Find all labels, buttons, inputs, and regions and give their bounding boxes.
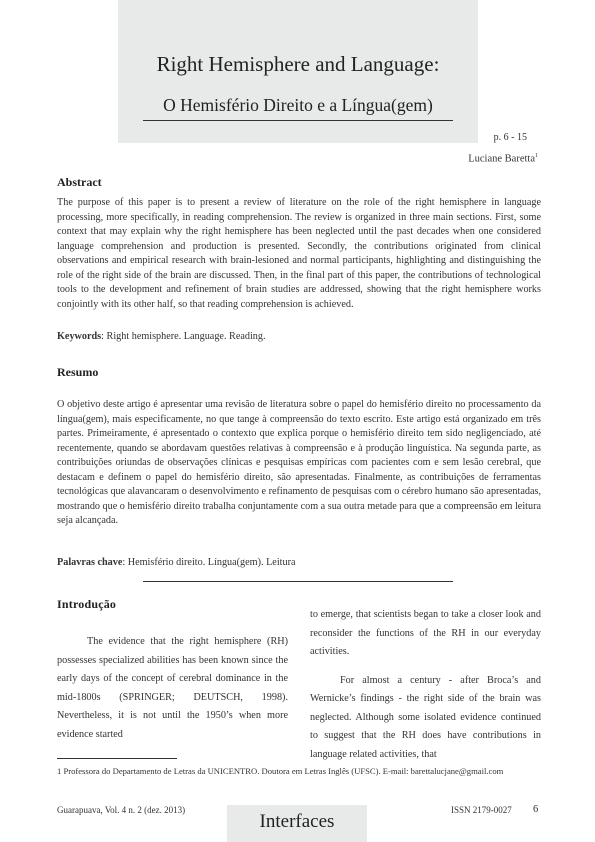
palavras-chave-list: : Hemisfério direito. Língua(gem). Leitura — [122, 557, 296, 568]
abstract-keywords — [57, 331, 266, 342]
intro-paragraph-1: The evidence that the right hemisphere (RH) possesses specialized abilities has been known since the early days of the concept of cerebral dominance in the mid-1800s (SPRINGER; DEUTSCH, 1998). Nevertheless, it is not until the 1950’s when more evidence started — [57, 636, 288, 740]
footnote: 1 Professora do Departamento de Letras da UNICENTRO. Doutora em Letras Inglês (UFSC). E-mail: barettalucjane@gmail.com — [57, 766, 504, 776]
resumo-heading: Resumo — [57, 365, 99, 379]
page-number: 6 — [533, 804, 539, 815]
resumo-keywords — [57, 557, 296, 568]
intro-paragraph-1-continued: to emerge, that scientists began to take a closer look and reconsider the functions of the RH in our everyday activities. — [310, 609, 541, 658]
author-name: Luciane Baretta — [468, 153, 535, 165]
abstract-text: The purpose of this paper is to present a review of literature on the role of the right hemisphere in language processing, more specifically, in reading comprehension. The review is organized in three main sections. First, some context that may explain why the right hemisphere has been neglected until the past decades when one considered language comprehension and production is presented. Secondly, the contributions originated from clinical observations and empirical research with brain-lesioned and normal participants, highlighting and distinguishing the role of the right side of the brain are discussed. Then, in the final part of this paper, the contributions of technological tools to the development and refinement of brain studies are addressed, showing that the right hemisphere works conjointly with its other half, so that reading comprehension is achieved. — [57, 197, 541, 310]
author-line — [468, 153, 538, 165]
footnote-divider — [57, 758, 177, 759]
footer-issue: Guarapuava, Vol. 4 n. 2 (dez. 2013) — [57, 805, 186, 815]
author-footnote-marker: 1 — [535, 153, 538, 159]
footer-issn: ISSN 2179-0027 — [451, 805, 512, 815]
section-divider — [143, 581, 453, 582]
abstract-heading: Abstract — [57, 175, 102, 189]
keywords-label: Keywords — [57, 331, 102, 342]
resumo-text: O objetivo deste artigo é apresentar uma revisão de literatura sobre o papel do hemisfério direito no processamento da língua(gem), mais especificamente, no que tange à compreensão do texto escrito. Este artigo está organizado em três partes. Primeiramente, é apresentado o contexto que explica porque o hemisfério direito tem sido negligenciado, até recentemente, quando se abordavam questões relativas à compreensão e à produção linguística. Na segunda parte, as contribuições oriundas de observações clínicas e pesquisas empíricas com pacientes com e sem lesão cerebral, que destacam e definem o papel do hemisfério direito, são apresentadas. Finalmente, as contribuições de ferramentas tecnológicas que alavancaram o desenvolvimento e refinamento de pesquisas com o cérebro humano são apresentadas, mostrando que o hemisfério direito trabalha conjuntamente com a sua outra metade para que a compreensão em leitura seja alcançada. — [57, 399, 542, 526]
page-range: p. 6 - 15 — [493, 132, 527, 143]
paper-subtitle: O Hemisfério Direito e a Língua(gem) — [163, 95, 433, 115]
paper-title: Right Hemisphere and Language: — [156, 52, 440, 76]
introduction-heading: Introdução — [57, 597, 117, 611]
palavras-chave-label: Palavras chave — [57, 557, 123, 568]
column-right — [310, 596, 541, 764]
keywords-list: : Right hemisphere. Language. Reading. — [101, 331, 266, 342]
column-left — [57, 633, 288, 744]
journal-name: Interfaces — [259, 811, 335, 832]
title-underline — [143, 120, 453, 121]
intro-paragraph-2: For almost a century - after Broca’s and Wernicke’s findings - the right side of the brain was neglected. Although some isolated evidence continued to suggest that the RH does have contributions in language related activities, that — [310, 674, 541, 760]
